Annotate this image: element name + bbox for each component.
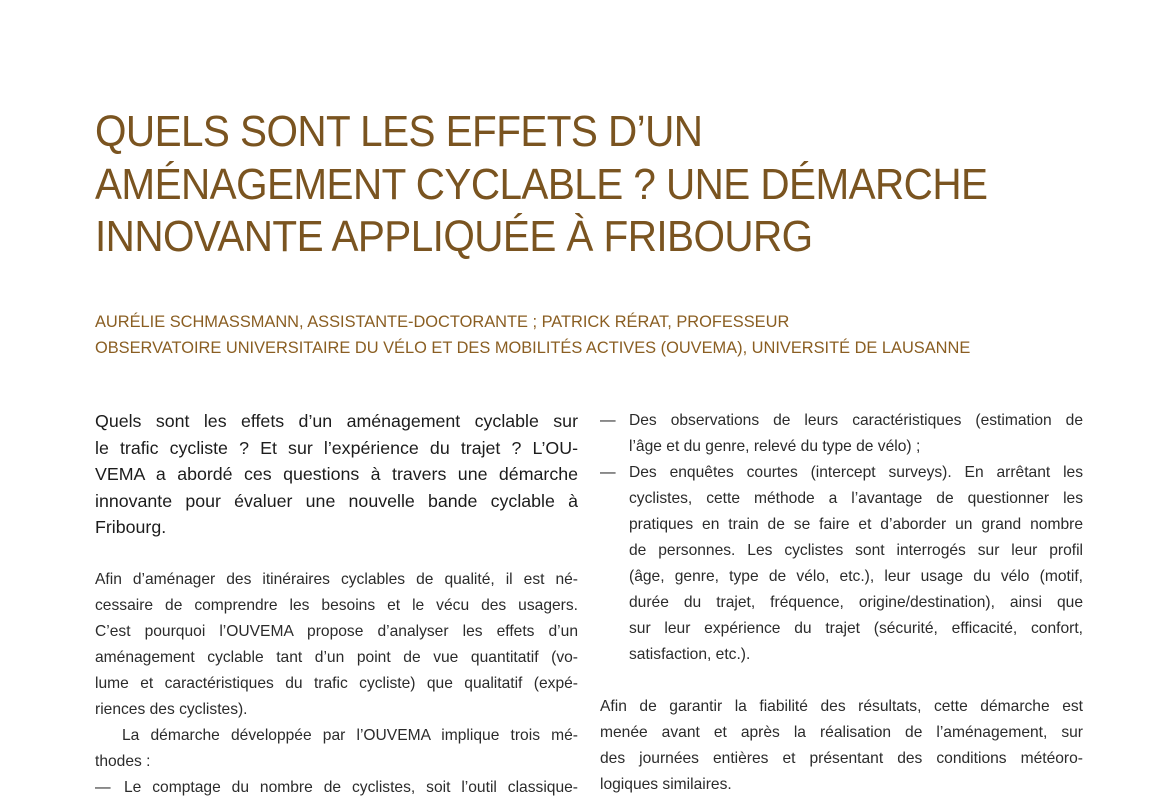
bullet-line: l’âge et du genre, relevé du type de vélo) ; bbox=[629, 438, 921, 455]
left-column bbox=[95, 408, 578, 801]
body-line: cessaire de comprendre les besoins et le vécu des usagers. bbox=[95, 596, 578, 614]
bullet-line: (âge, genre, type de vélo, etc.), leur usage du vélo (motif, bbox=[629, 568, 1083, 585]
bullet-item bbox=[95, 775, 578, 801]
body-line: La démarche développée par l’OUVEMA implique trois mé- bbox=[122, 726, 578, 744]
title-line: AMÉNAGEMENT CYCLABLE ? UNE DÉMARCHE bbox=[95, 160, 988, 209]
bullet-line: pratiques en train de se faire et d’aborder un grand nombre bbox=[629, 516, 1083, 533]
lead-line: le trafic cycliste ? Et sur l’expérience du trajet ? L’OU- bbox=[95, 437, 578, 458]
body-paragraph bbox=[95, 567, 578, 723]
bullet-dash: — bbox=[95, 778, 111, 796]
bullet-line: Le comptage du nombre de cyclistes, soit l’outil classique- bbox=[124, 778, 578, 796]
bullet-item bbox=[600, 408, 1083, 460]
body-line: des journées entières et présentant des conditions météoro- bbox=[600, 750, 1083, 767]
lead-line: Fribourg. bbox=[95, 517, 167, 537]
title-line: INNOVANTE APPLIQUÉE À FRIBOURG bbox=[95, 213, 813, 261]
lead-line: Quels sont les effets d’un aménagement cyclable sur bbox=[95, 411, 578, 431]
paragraph-spacer bbox=[600, 668, 1083, 694]
bullet-line: cyclistes, cette méthode a l’avantage de questionner les bbox=[629, 490, 1083, 507]
lead-line: innovante pour évaluer une nouvelle bande cyclable à bbox=[95, 490, 578, 511]
authors-names: AURÉLIE SCHMASSMANN, ASSISTANTE-DOCTORANTE ; PATRICK RÉRAT, PROFESSEUR bbox=[95, 313, 790, 331]
lead-line: VEMA a abordé ces questions à travers une démarche bbox=[95, 464, 578, 484]
article-title bbox=[95, 106, 1062, 264]
bullet-line: Des observations de leurs caractéristiques (estimation de bbox=[629, 412, 1083, 429]
bullet-line: de personnes. Les cyclistes sont interrogés sur leur profil bbox=[629, 542, 1083, 559]
body-line: riences des cyclistes). bbox=[95, 700, 248, 718]
body-line: aménagement cyclable tant d’un point de vue quantitatif (vo- bbox=[95, 648, 578, 666]
lead-paragraph bbox=[95, 408, 578, 541]
body-line: C’est pourquoi l’OUVEMA propose d’analyser les effets d’un bbox=[95, 622, 578, 640]
bullet-item bbox=[600, 460, 1083, 668]
body-paragraph bbox=[600, 694, 1083, 798]
body-line: logiques similaires. bbox=[600, 776, 732, 793]
body-line: menée avant et après la réalisation de l’aménagement, sur bbox=[600, 724, 1083, 741]
authors-affiliation: OBSERVATOIRE UNIVERSITAIRE DU VÉLO ET DES MOBILITÉS ACTIVES (OUVEMA), UNIVERSITÉ DE LAUSANNE bbox=[95, 339, 971, 357]
right-column bbox=[600, 408, 1083, 798]
bullet-line: durée du trajet, fréquence, origine/destination), ainsi que bbox=[629, 594, 1083, 611]
bullet-line: Des enquêtes courtes (intercept surveys). En arrêtant les bbox=[629, 464, 1083, 481]
body-line: Afin d’aménager des itinéraires cyclables de qualité, il est né- bbox=[95, 570, 578, 588]
body-line: thodes : bbox=[95, 752, 151, 770]
body-line: Afin de garantir la fiabilité des résultats, cette démarche est bbox=[600, 698, 1083, 715]
bullet-line: sur leur expérience du trajet (sécurité, efficacité, confort, bbox=[629, 620, 1083, 637]
bullet-dash: — bbox=[600, 412, 616, 429]
bullet-line: satisfaction, etc.). bbox=[629, 646, 751, 663]
bullet-dash: — bbox=[600, 464, 616, 481]
body-line: lume et caractéristiques du trafic cycliste) que qualitatif (expé- bbox=[95, 674, 578, 692]
body-paragraph bbox=[95, 723, 578, 775]
title-line: QUELS SONT LES EFFETS D’UN bbox=[95, 108, 703, 156]
authors-block bbox=[95, 309, 1095, 361]
